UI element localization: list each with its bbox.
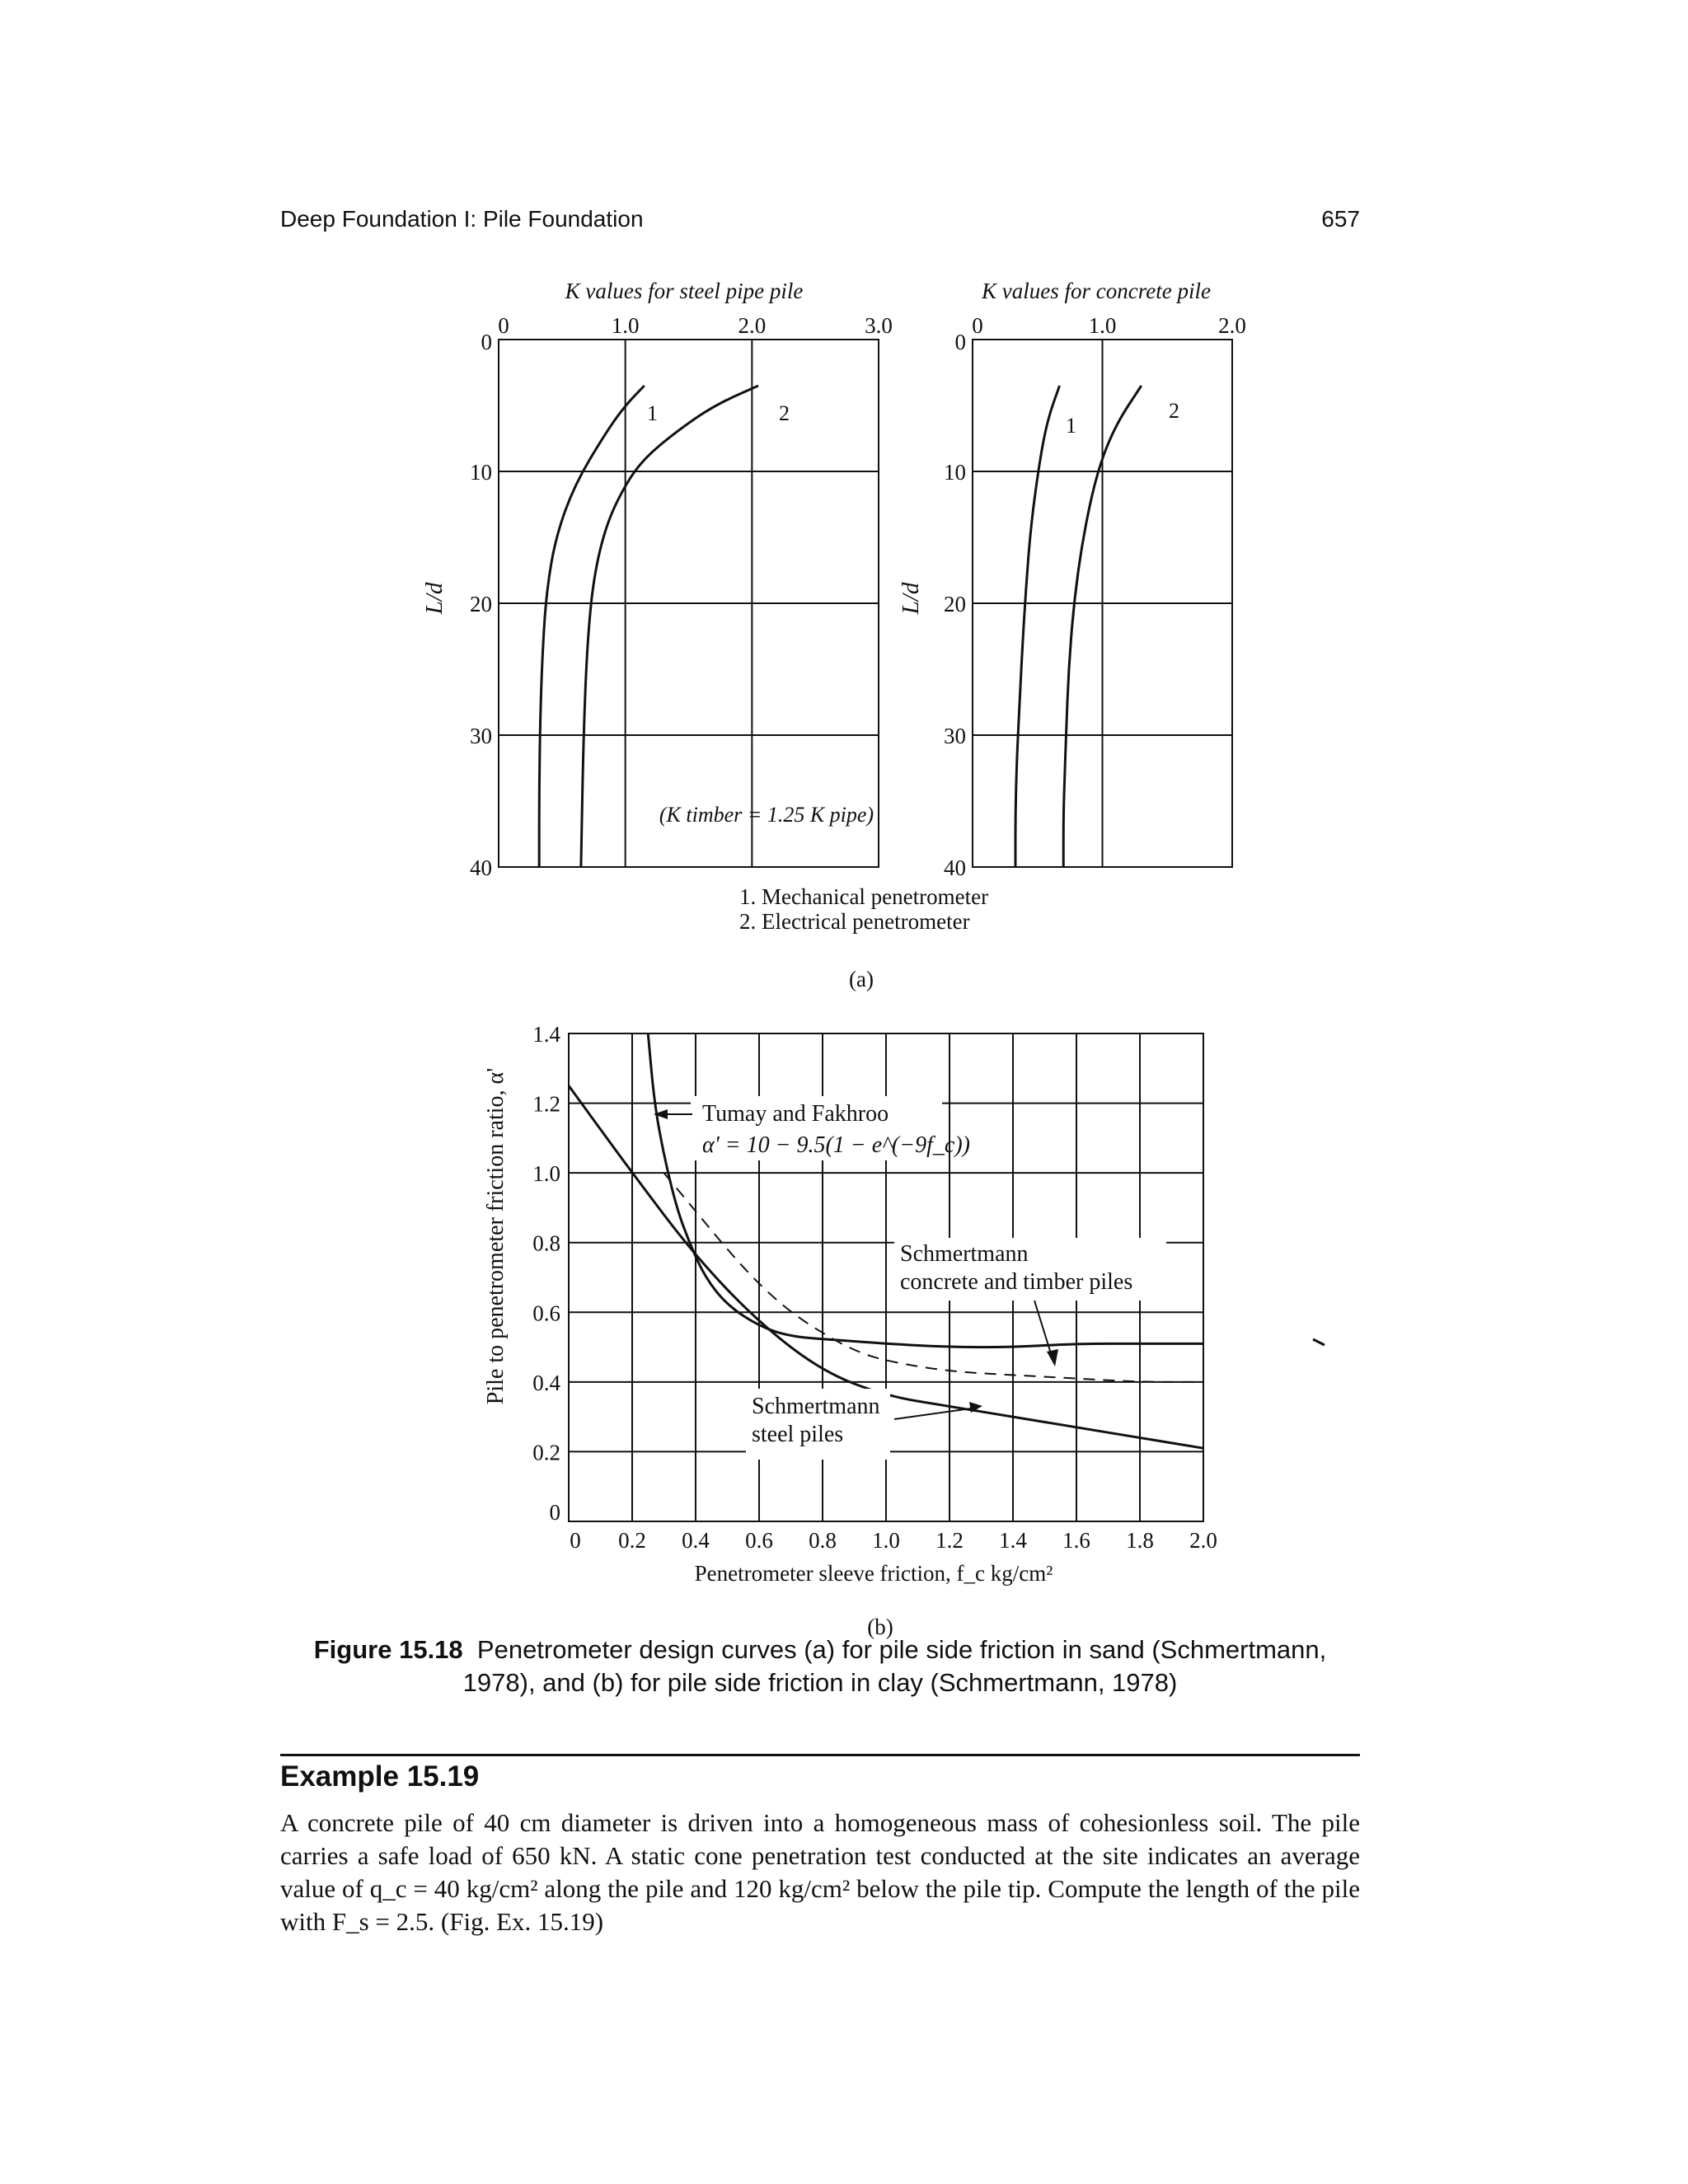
a-left-ytick-3: 30 <box>470 724 492 748</box>
schmertmann-concrete-label-1: Schmertmann <box>900 1241 1029 1267</box>
figure-a-left-curve-label-1: 1 <box>647 401 658 425</box>
a-right-ytick-3: 30 <box>944 724 966 748</box>
running-header-title: Deep Foundation I: Pile Foundation <box>280 206 644 232</box>
b-xtick-3: 0.6 <box>745 1528 773 1553</box>
a-right-curve-1 <box>1015 386 1060 867</box>
figure-a-right-curve-label-2: 2 <box>1169 399 1179 423</box>
a-left-ytick-2: 20 <box>470 592 492 616</box>
figure-a-right-xaxis-title: K values for concrete pile <box>982 279 1211 303</box>
a-left-ytick-0: 0 <box>481 330 492 354</box>
b-xtick-7: 1.4 <box>999 1528 1027 1553</box>
b-ytick-5: 1.0 <box>532 1161 560 1187</box>
figure-a-right-ylabel: L/d <box>898 582 924 615</box>
figure-caption-label: Figure 15.18 <box>313 1635 463 1664</box>
b-xtick-6: 1.2 <box>935 1528 964 1553</box>
figure-b-sublabel: (b) <box>867 1615 893 1639</box>
tumay-label: Tumay and Fakhroo <box>702 1101 889 1127</box>
a-right-ytick-4: 40 <box>944 855 966 880</box>
b-ytick-3: 0.6 <box>532 1301 560 1326</box>
schmertmann-steel-label-1: Schmertmann <box>752 1394 880 1419</box>
a-left-xtick-2: 2.0 <box>738 313 767 338</box>
b-ytick-7: 1.4 <box>532 1022 560 1047</box>
b-ytick-0: 0 <box>549 1500 560 1525</box>
a-left-ytick-1: 10 <box>470 460 492 485</box>
a-left-curve-2 <box>581 386 758 867</box>
b-xtick-8: 1.6 <box>1062 1528 1090 1553</box>
example-divider <box>280 1754 1360 1756</box>
figure-caption-text: Penetrometer design curves (a) for pile side friction in sand (Schmertmann, 1978), and (b) for pile side friction in clay (Schmertmann, 1978) <box>462 1635 1327 1697</box>
example-title: Example 15.19 <box>280 1760 480 1793</box>
a-left-xtick-3: 3.0 <box>865 313 893 338</box>
schmertmann-concrete-arrowhead <box>1047 1349 1058 1366</box>
a-right-xtick-1: 1.0 <box>1088 313 1117 338</box>
schmertmann-concrete-label-2: concrete and timber piles <box>900 1269 1133 1295</box>
tumay-formula: α' = 10 − 9.5(1 − e^(−9f_c)) <box>702 1132 971 1158</box>
figure-a-right-panel <box>898 279 1246 880</box>
figure-a-left-xaxis-title: K values for steel pipe pile <box>565 279 804 303</box>
b-xtick-9: 1.8 <box>1126 1528 1154 1553</box>
figure-a-left-note: (K timber = 1.25 K pipe) <box>659 803 874 827</box>
figure-a-left-ylabel: L/d <box>421 582 448 615</box>
figure-a-right-curve-label-1: 1 <box>1066 414 1076 438</box>
b-xtick-10: 2.0 <box>1189 1528 1217 1553</box>
figure-a-legend-1: 1. Mechanical penetrometer <box>739 884 989 909</box>
example-body: A concrete pile of 40 cm diameter is driven into a homogeneous mass of cohesionless soil. The pile carries a safe load of 650 kN. A static cone penetration test conducted at the site indicates an average value of q_c = 40 kg/cm² along the pile and 120 kg/cm² below the pile tip. Compute the length of the pile with F_s = 2.5. (Fig. Ex. 15.19) <box>280 1808 1360 1936</box>
figure-b-xlabel: Penetrometer sleeve friction, f_c kg/cm² <box>694 1561 1053 1586</box>
b-ytick-4: 0.8 <box>532 1230 560 1256</box>
schmertmann-steel-leader <box>894 1408 977 1419</box>
stray-mark <box>1313 1339 1325 1345</box>
figure-a-left-panel <box>421 279 893 880</box>
a-left-curve-1 <box>539 386 645 867</box>
figure-a-left-curve-label-2: 2 <box>779 401 790 425</box>
b-ytick-6: 1.2 <box>532 1091 560 1117</box>
figure-b-panel <box>483 1022 1217 1639</box>
figure-caption <box>280 1633 1360 1699</box>
b-ytick-2: 0.4 <box>532 1370 560 1395</box>
schmertmann-steel-label-2: steel piles <box>752 1422 844 1447</box>
figure-a-legend-2: 2. Electrical penetrometer <box>739 909 970 934</box>
b-xtick-5: 1.0 <box>872 1528 900 1553</box>
a-right-xtick-0: 0 <box>972 313 983 338</box>
figure-a-sublabel: (a) <box>849 967 874 991</box>
b-ytick-1: 0.2 <box>532 1440 560 1465</box>
b-xtick-2: 0.4 <box>682 1528 710 1553</box>
a-right-xtick-2: 2.0 <box>1218 313 1246 338</box>
b-xtick-0: 0 <box>570 1528 581 1553</box>
b-xtick-1: 0.2 <box>618 1528 646 1553</box>
a-right-ytick-0: 0 <box>954 330 966 354</box>
a-left-xtick-0: 0 <box>498 313 509 338</box>
page-number: 657 <box>1321 206 1360 232</box>
a-right-ytick-1: 10 <box>944 460 966 485</box>
figure-b-ylabel: Pile to penetrometer friction ratio, α' <box>483 1067 509 1405</box>
a-right-ytick-2: 20 <box>944 592 966 616</box>
a-left-ytick-4: 40 <box>470 855 492 880</box>
a-left-xtick-1: 1.0 <box>611 313 640 338</box>
b-xtick-4: 0.8 <box>809 1528 837 1553</box>
